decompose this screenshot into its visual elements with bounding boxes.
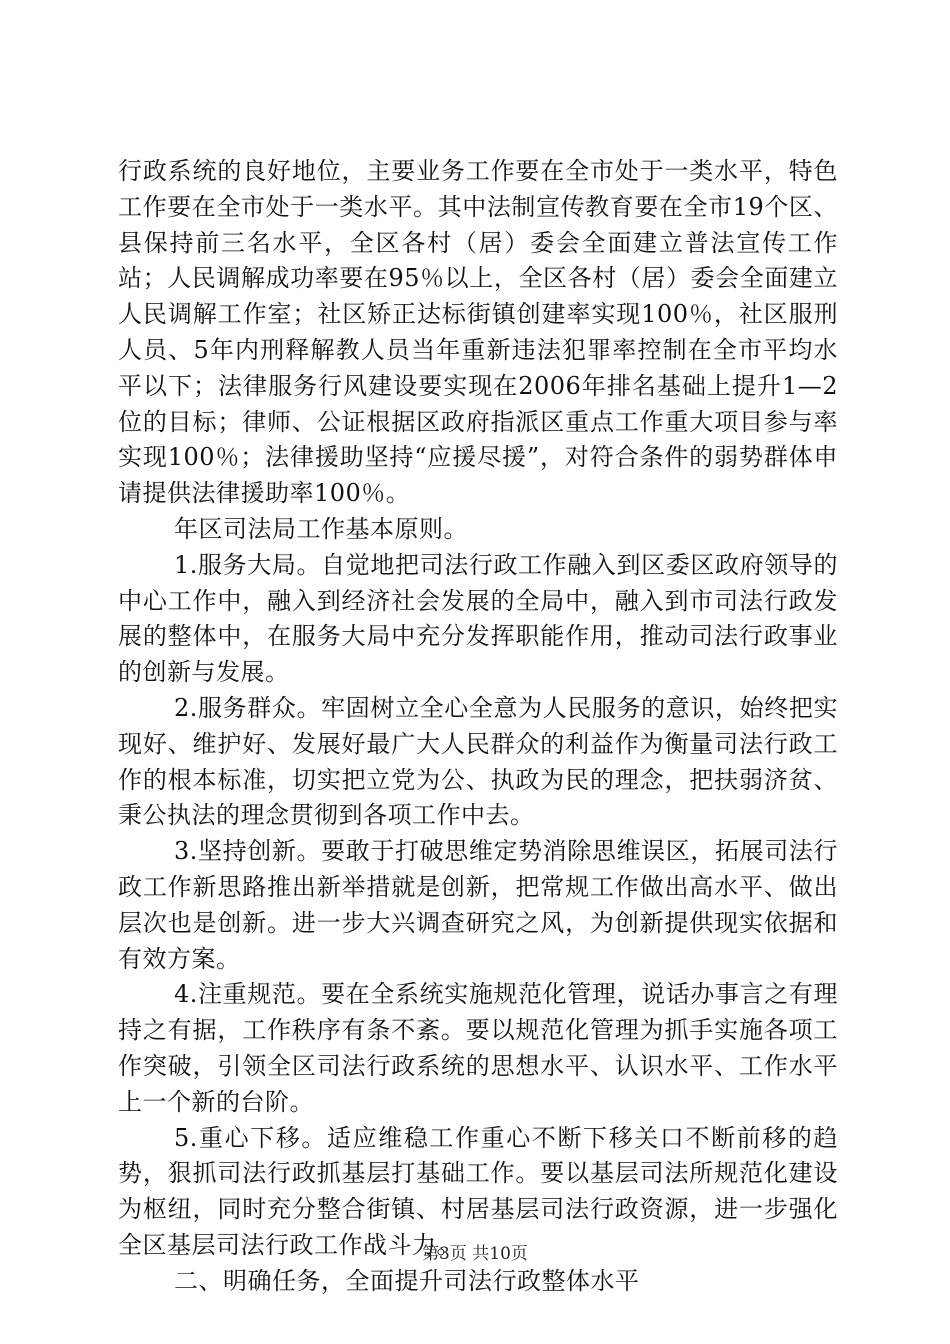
paragraph-principle-3: 3.坚持创新。要敢于打破思维定势消除思维误区，拓展司法行政工作新思路推出新举措就是创新，把常规工作做出高水平、做出层次也是创新。进一步大兴调查研究之风，为创新提供现实依据和有效方案。 <box>118 837 838 973</box>
paragraph-principle-5: 5.重心下移。适应维稳工作重心不断下移关口不断前移的趋势，狠抓司法行政抓基层打基础工作。要以基层司法所规范化建设为枢纽，同时充分整合街镇、村居基层司法行政资源，进一步强化全区基层司法行政工作战斗力。 <box>118 1123 838 1259</box>
paragraph-goals-continued: 行政系统的良好地位，主要业务工作要在全市处于一类水平，特色工作要在全市处于一类水平。其中法制宣传教育要在全市19个区、县保持前三名水平，全区各村（居）委会全面建立普法宣传工作站；人民调解成功率要在95％以上，全区各村（居）委会全面建立人民调解工作室；社区矫正达标街镇创建率实现100％，社区服刑人员、5年内刑释解教人员当年重新违法犯罪率控制在全市平均水平以下；法律服务行风建设要实现在2006年排名基础上提升1—2位的目标；律师、公证根据区政府指派区重点工作重大项目参与率实现100％；法律援助坚持“应援尽援”，对符合条件的弱势群体申请提供法律援助率100％。 <box>118 157 838 508</box>
document-body <box>118 154 838 1300</box>
section-heading-2: 二、明确任务，全面提升司法行政整体水平 <box>174 1266 640 1295</box>
paragraph-principle-4: 4.注重规范。要在全系统实施规范化管理，说话办事言之有理持之有据，工作秩序有条不紊。要以规范化管理为抓手实施各项工作突破，引领全区司法行政系统的思想水平、认识水平、工作水平上一个新的台阶。 <box>118 980 838 1116</box>
page-number-footer: 第3页 共10页 <box>422 1244 528 1264</box>
paragraph-principle-2: 2.服务群众。牢固树立全心全意为人民服务的意识，始终把实现好、维护好、发展好最广大人民群众的利益作为衡量司法行政工作的根本标准，切实把立党为公、执政为民的理念，把扶弱济贫、秉公执法的理念贯彻到各项工作中去。 <box>118 693 838 830</box>
paragraph-principles-heading: 年区司法局工作基本原则。 <box>174 514 468 543</box>
paragraph-principle-1: 1.服务大局。自觉地把司法行政工作融入到区委区政府领导的中心工作中，融入到经济社会发展的全局中，融入到市司法行政发展的整体中，在服务大局中充分发挥职能作用，推动司法行政事业的创新与发展。 <box>118 550 838 687</box>
